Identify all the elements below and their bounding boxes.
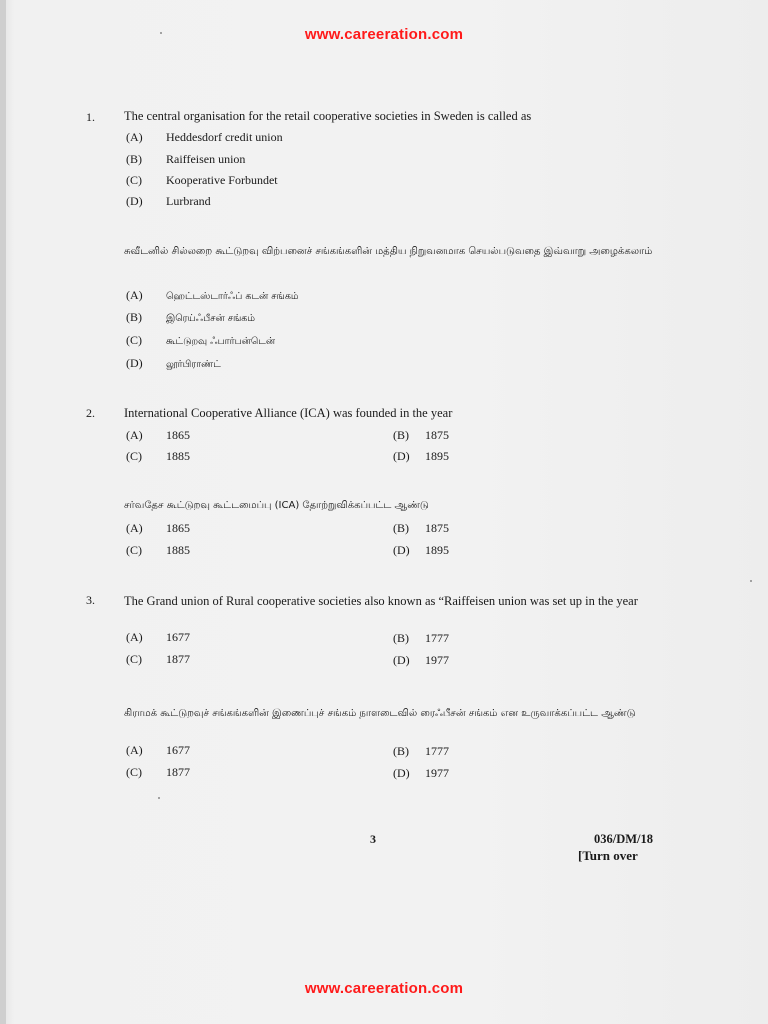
q3-en-option-c: (C) 1877: [126, 652, 190, 666]
paper-code: 036/DM/18: [594, 832, 654, 846]
q3-ta-option-d: (D) 1977: [393, 766, 449, 780]
q1-ta-option-d: (D) லூர்பிராண்ட்: [126, 356, 221, 370]
q1-en-option-b: (B) Raiffeisen union: [126, 152, 246, 166]
q3-ta-option-c: (C) 1877: [126, 765, 190, 779]
q1-en-option-c: (C) Kooperative Forbundet: [126, 173, 278, 187]
watermark-top: www.careeration.com: [304, 26, 464, 43]
q3-ta-option-a: (A) 1677: [126, 743, 190, 757]
q2-en-option-a: (A) 1865: [126, 428, 190, 442]
page-number: 3: [370, 832, 376, 846]
q3-ta-option-b: (B) 1777: [393, 744, 449, 758]
scan-speck: [750, 580, 752, 582]
q1-ta-option-c: (C) கூட்டுறவு ஃபார்பன்டென்: [126, 333, 276, 347]
q3-en-option-a: (A) 1677: [126, 630, 190, 644]
question-1-number: 1.: [86, 110, 95, 124]
q2-en-option-d: (D) 1895: [393, 449, 449, 463]
q1-ta-option-b: (B) இரெய்ஃபீசன் சங்கம்: [126, 310, 256, 324]
question-2-english: International Cooperative Alliance (ICA) was founded in the year: [124, 406, 453, 420]
question-3-tamil: கிராமக் கூட்டுறவுச் சங்கங்களின் இணைப்புச் சங்கம் நாளடைவில் ரைஃபீசன் சங்கம் என உருவாக்கப்பட்ட ஆண்டு: [124, 708, 636, 719]
q2-en-option-c: (C) 1885: [126, 449, 190, 463]
question-3-english: The Grand union of Rural cooperative societies also known as “Raiffeisen union was set up in the year: [124, 594, 638, 608]
turn-over-note: [Turn over: [578, 848, 638, 863]
page-edge-shadow: [0, 0, 6, 1024]
q1-en-option-a: (A) Heddesdorf credit union: [126, 130, 283, 144]
q2-ta-option-d: (D) 1895: [393, 543, 449, 557]
scan-speck: [158, 797, 160, 799]
scan-speck: [160, 32, 162, 34]
q1-en-option-d: (D) Lurbrand: [126, 194, 211, 208]
q3-en-option-d: (D) 1977: [393, 653, 449, 667]
question-2-number: 2.: [86, 406, 95, 420]
question-1-tamil: சுவீடனில் சில்லறை கூட்டுறவு விற்பனைச் சங்கங்களின் மத்திய நிறுவனமாக செயல்படுவதை இவ்வாறு அழைக்கலாம்: [124, 246, 653, 257]
q2-en-option-b: (B) 1875: [393, 428, 449, 442]
q3-en-option-b: (B) 1777: [393, 631, 449, 645]
question-1-english: The central organisation for the retail cooperative societies in Sweden is called as: [124, 109, 532, 123]
question-2-tamil: சர்வதேச கூட்டுறவு கூட்டமைப்பு (ICA) தோற்றுவிக்கப்பட்ட ஆண்டு: [124, 500, 429, 511]
q2-ta-option-c: (C) 1885: [126, 543, 190, 557]
q2-ta-option-a: (A) 1865: [126, 521, 190, 535]
watermark-bottom: www.careeration.com: [304, 980, 464, 997]
q1-ta-option-a: (A) ஹெட்டஸ்டார்ஃப் கடன் சங்கம்: [126, 288, 299, 302]
q2-ta-option-b: (B) 1875: [393, 521, 449, 535]
question-3-number: 3.: [86, 593, 95, 607]
